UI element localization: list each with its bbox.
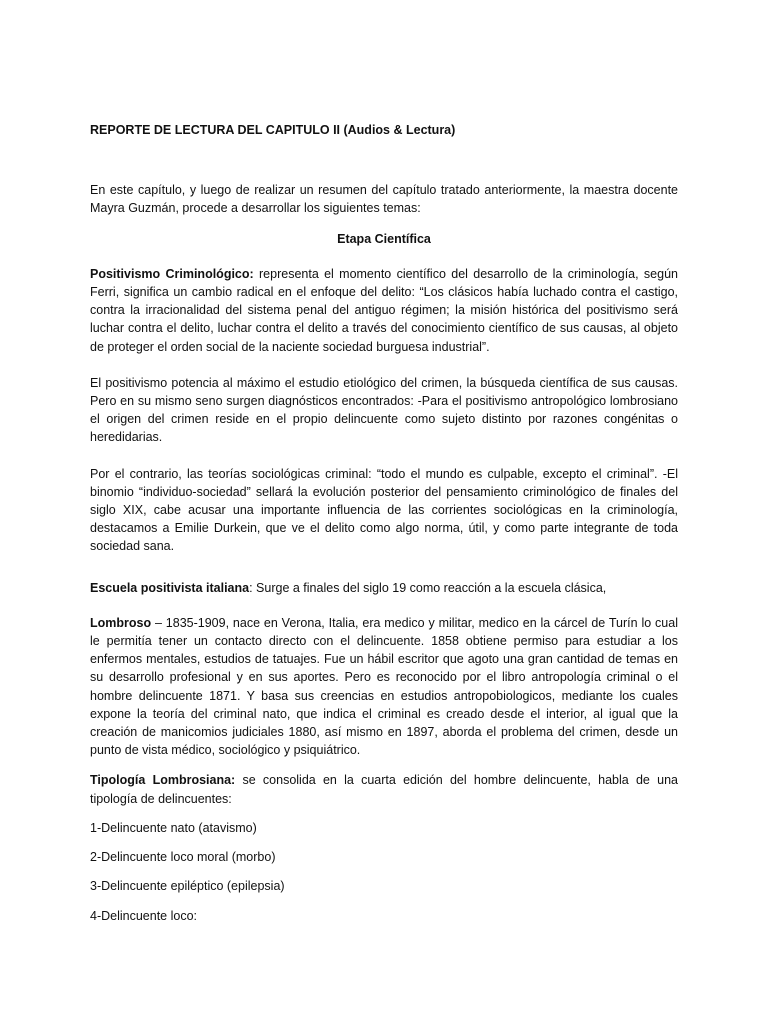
contrario-paragraph: Por el contrario, las teorías sociológicas criminal: “todo el mundo es culpable, excepto el criminal”. -El binomio “individuo-sociedad” sellará la evolución posterior del pensamiento criminológico de finales del siglo XIX, cabe acusar una importante influencia de las corrientes sociológicas en la criminología, destacamos a Emilie Durkein, que ve el delito como algo norma, útil, y como parte integrante de toda sociedad sana. xyxy=(90,466,678,554)
tipologia-text: se consolida en la cuarta edición del hombre delincuente, habla de una tipología de delincuentes: xyxy=(90,773,678,806)
lombroso-term: Lombroso xyxy=(90,615,152,630)
positivismo-term: Positivismo Criminológico xyxy=(90,266,250,281)
intro-paragraph: En este capítulo, y luego de realizar un resumen del capítulo tratado anteriormente, la maestra docente Mayra Guzmán, procede a desarrollar los siguientes temas: xyxy=(90,183,678,216)
list-item: 2-Delincuente loco moral (morbo) xyxy=(90,850,276,865)
potencia-paragraph: El positivismo potencia al máximo el estudio etiológico del crimen, la búsqueda científica de sus causas. Pero en su mismo seno surgen diagnósticos encontrados: -Para el positivismo antropológico lombrosiano el origen del crimen reside en el propio delincuente como sujeto distinto por razones congénitas o heredidarias. xyxy=(90,375,678,445)
list-item: 1-Delincuente nato (atavismo) xyxy=(90,820,257,835)
escuela-text: : Surge a finales del siglo 19 como reacción a la escuela clásica, xyxy=(249,580,607,595)
positivismo-colon: : xyxy=(249,266,254,281)
list-item: 4-Delincuente loco: xyxy=(90,908,198,923)
tipologia-paragraph xyxy=(90,771,678,807)
positivismo-paragraph xyxy=(90,265,678,356)
lombroso-paragraph xyxy=(90,614,678,760)
lombroso-text: – 1835-1909, nace en Verona, Italia, era medico y militar, medico en la cárcel de Turín lo cual le permitía tener un contacto directo con el delincuente. 1858 obtiene permiso para estudiar a los enfermos mentales, estudios de tatuajes. Fue un hábil escritor que agoto una gran cantidad de temas en su desarrollo profesional y en sus aportes. Pero es reconocido por el libro antropología criminal o el hombre delincuente 1871. Y basa sus creencias en estudios antropobiologicos, mediante los cuales expone la teoría del criminal nato, que indica el criminal es creado desde el interior, al igual que la creación de manicomios judiciales 1880, así mismo en 1897, aborda el problema del crimen, desde un punto de vista médico, sociológico y psiquiátrico. xyxy=(90,615,678,758)
positivismo-text: representa el momento científico del desarrollo de la criminología, según Ferri, significa un cambio radical en el enfoque del delito: “Los clásicos había luchado contra el castigo, contra la irracionalidad del sistema penal del antiguo régimen; la misión histórica del positivismo será luchar contra el delito, luchar contra el delito a través del conocimiento científico de sus causas, al objeto de proteger el orden social de la naciente sociedad burguesa industrial”. xyxy=(90,266,678,354)
tipologia-term: Tipología Lombrosiana: xyxy=(90,773,236,788)
document-title: REPORTE DE LECTURA DEL CAPITULO II (Audios & Lectura) xyxy=(90,123,456,137)
escuela-term: Escuela positivista italiana xyxy=(90,580,250,595)
escuela-paragraph xyxy=(90,579,678,597)
section-heading: Etapa Científica xyxy=(337,231,431,246)
list-item: 3-Delincuente epiléptico (epilepsia) xyxy=(90,879,285,894)
